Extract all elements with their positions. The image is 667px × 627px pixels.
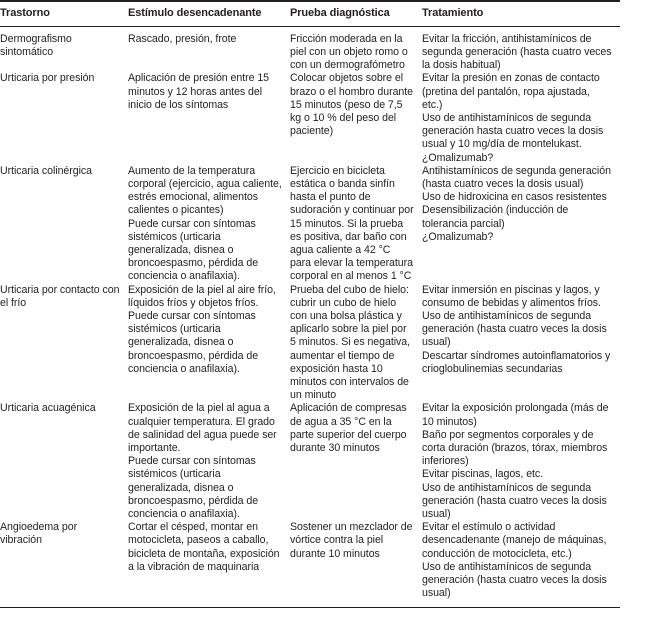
cell-paragraph: Puede cursar con síntomas sistémicos (urticaria generalizada, disnea o broncoespasmo, pérdida de conciencia o anafilaxia). [128,455,259,521]
cell-trastorno [0,521,128,607]
cell-paragraph: Evitar el estímulo o actividad desencadenante (manejo de máquinas, conducción de motocicleta, etc.) [422,521,607,560]
cell-prueba [290,26,422,72]
cell-trastorno [0,402,128,521]
table-row [0,521,620,607]
cell-paragraph: Uso de antihistamínicos de segunda generación (hasta cuatro veces la dosis usual) [422,560,607,600]
cell-paragraph: ¿Omalizumab? [422,151,494,164]
cell-paragraph: Puede cursar con síntomas sistémicos (urticaria generalizada, disnea o broncoespasmo, pérdida de conciencia o anafilaxia). [128,217,259,283]
cell-paragraph: Rascado, presión, frote [128,32,237,45]
table-bottom-rule [0,607,620,608]
table-row [0,284,620,403]
cell-prueba [290,521,422,607]
cell-paragraph: Aumento de la temperatura corporal (ejercicio, agua caliente, estrés emocional, alimentos calientes o picantes) [128,164,282,217]
cell-paragraph: Prueba del cubo de hielo: cubrir un cubo de hielo con una bolsa plástica y aplicarlo sobre la piel por 5 minutos. Si es negativa, aumentar el tiempo de exposición hasta 10 minutos con intervalos de un minuto [290,283,411,402]
cell-paragraph: Descartar síndromes autoinflamatorios y crioglobulinemias secundarias [422,349,611,375]
cell-paragraph: Uso de antihistamínicos de segunda generación (hasta cuatro veces la dosis usual) [422,481,607,521]
cell-paragraph: Urticaria colinérgica [0,164,92,177]
cell-trastorno [0,165,128,284]
cell-paragraph: Fricción moderada en la piel con un objeto romo o con un dermografómetro [290,32,408,72]
cell-paragraph: Aplicación de presión entre 15 minutos y 12 horas antes del inicio de los síntomas [128,72,270,111]
cell-paragraph: Evitar inmersión en piscinas y lagos, y consumo de bebidas y alimentos fríos. [422,283,601,309]
cell-estimulo [128,26,290,72]
column-header-estimulo: Estímulo desencadenante [128,7,262,19]
table-row [0,402,620,521]
cell-paragraph: Uso de antihistamínicos de segunda generación hasta cuatro veces la dosis usual y 10 mg/día de montelukast. [422,111,604,151]
cell-paragraph: Evitar la fricción, antihistamínicos de segunda generación (hasta cuatro veces la dosis habitual) [422,32,612,72]
cell-estimulo [128,402,290,521]
cell-paragraph: Ejercicio en bicicleta estática o banda sinfín hasta el punto de sudoración y continuar por 15 minutos. Si la prueba es positiva, dar baño con agua caliente a 42 °C para elevar la temperatura corporal en al menos 1 °C [290,164,414,283]
cell-paragraph: Cortar el césped, montar en motocicleta, paseos a caballo, bicicleta de montaña, exposición a la vibración de maquinaria [128,521,280,573]
cell-paragraph: ¿Omalizumab? [422,230,494,243]
cell-paragraph: Sostener un mezclador de vórtice contra la piel durante 10 minutos [290,521,413,560]
table-header [0,1,620,26]
cell-estimulo [128,72,290,164]
cell-paragraph: Evitar la exposición prolongada (más de 10 minutos) [422,402,609,428]
table-body [0,26,620,607]
cell-estimulo [128,165,290,284]
cell-paragraph: Uso de antihistamínicos de segunda generación (hasta cuatro veces la dosis usual) [422,310,607,349]
cell-estimulo [128,284,290,403]
cell-tratamiento [422,284,620,403]
cell-paragraph: Dermografismo sintomático [0,32,72,58]
cell-trastorno [0,26,128,72]
table-row [0,165,620,284]
cell-paragraph: Desensibilización (inducción de tolerancia parcial) [422,204,569,230]
cell-trastorno [0,284,128,403]
cell-prueba [290,284,422,403]
cell-prueba [290,72,422,164]
cell-paragraph: Aplicación de compresas de agua a 35 °C en la parte superior del cuerpo durante 30 minutos [290,402,407,455]
header-row [0,1,620,26]
cell-prueba [290,165,422,284]
table-row [0,26,620,72]
column-header-tratamiento: Tratamiento [422,7,484,19]
cell-estimulo [128,521,290,607]
cell-trastorno [0,72,128,164]
cell-paragraph: Urticaria por contacto con el frío [0,283,120,309]
cell-paragraph: Urticaria acuagénica [0,402,96,415]
cell-prueba [290,402,422,521]
cell-tratamiento [422,165,620,284]
cell-paragraph: Urticaria por presión [0,72,95,85]
cell-tratamiento [422,72,620,164]
cell-paragraph: Evitar la presión en zonas de contacto (pretina del pantalón, ropa ajustada, etc.) [422,72,600,111]
column-header-trastorno: Trastorno [0,7,50,19]
cell-paragraph: Antihistamínicos de segunda generación (hasta cuatro veces la dosis usual) [422,164,611,190]
cell-tratamiento [422,26,620,72]
cell-paragraph: Baño por segmentos corporales y de corta duración (brazos, tórax, miembros inferiores) [422,428,608,468]
cell-paragraph: Colocar objetos sobre el brazo o el hombro durante 15 minutos (peso de 7,5 kg o 10 % del peso del paciente) [290,72,414,138]
cell-paragraph: Evitar piscinas, lagos, etc. [422,468,544,481]
column-header-prueba: Prueba diagnóstica [290,7,390,19]
cell-paragraph: Exposición de la piel al agua a cualquier temperatura. El grado de salinidad del agua puede ser importante. [128,402,277,455]
cell-tratamiento [422,402,620,521]
table-row [0,72,620,164]
cell-paragraph: Uso de hidroxicina en casos resistentes [422,191,607,204]
cell-tratamiento [422,521,620,607]
cell-paragraph: Angioedema por vibración [0,521,78,547]
cell-paragraph: Exposición de la piel al aire frío, líquidos fríos y objetos fríos. Puede cursar con síntomas sistémicos (urticaria generalizada, disnea o broncoespasmo, pérdida de conciencia o anafilaxia). [128,283,276,375]
